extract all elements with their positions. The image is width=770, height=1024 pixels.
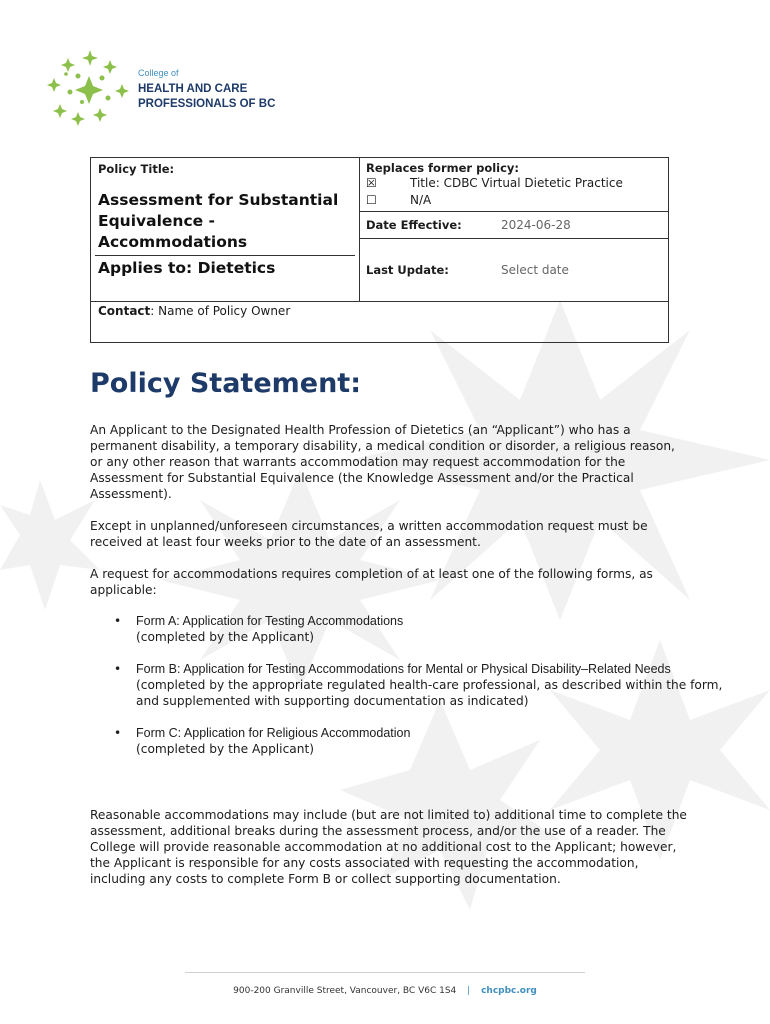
policy-title-label: Policy Title: xyxy=(98,162,175,176)
form-b-note: (completed by the appropriate regulated health-care professional, as described within the form, and supplemented with supporting documentation as indicated) xyxy=(136,678,723,708)
list-item xyxy=(136,725,736,757)
form-b-name: • Form B: Application for Testing Accommodations for Mental or Physical Disability–Related Needs xyxy=(136,662,671,676)
form-c-name: • Form C: Application for Religious Accommodation xyxy=(136,726,411,740)
replaces-option-na[interactable] xyxy=(366,192,662,209)
applies-to: Applies to: Dietetics xyxy=(98,259,276,277)
footer-divider xyxy=(185,972,585,973)
contact-value: : Name of Policy Owner xyxy=(150,304,291,318)
title-divider xyxy=(95,255,355,256)
footer-address: 900-200 Granville Street, Vancouver, BC V6C 1S4 xyxy=(233,986,457,996)
replaces-option-label: Title: CDBC Virtual Dietetic Practice xyxy=(410,176,623,190)
policy-title-value: Assessment for Substantial Equivalence - Accommodations xyxy=(98,191,339,251)
sparkle-cluster-icon xyxy=(44,46,134,132)
list-item xyxy=(136,661,736,709)
form-a-note: (completed by the Applicant) xyxy=(136,630,314,644)
logo-line-2: PROFESSIONALS OF BC xyxy=(138,98,276,110)
statement-paragraph-4: Reasonable accommodations may include (but are not limited to) additional time to complete the assessment, additional breaks during the assessment process, and/or the use of a reader. The College will provide reasonable accommodation at no additional cost to the Applicant; however, the Applicant is responsible for any costs associated with requesting the accommodation, including any costs to complete Form B or collect supporting documentation. xyxy=(90,808,687,886)
last-update-cell xyxy=(360,239,669,302)
statement-paragraph-1: An Applicant to the Designated Health Profession of Dietetics (an “Applicant”) who has a permanent disability, a temporary disability, a medical condition or disorder, a religious reason, or any other reason that warrants accommodation may request accommodation for the Assessment for Substantial Equivalence (the Knowledge Assessment and/or the Practical Assessment). xyxy=(90,423,675,501)
watermark-star xyxy=(0,480,100,610)
contact-label: Contact xyxy=(98,304,151,318)
policy-title-cell xyxy=(91,158,360,302)
form-c-note: (completed by the Applicant) xyxy=(136,742,314,756)
last-update-label: Last Update: xyxy=(366,263,449,277)
replaces-option-title[interactable] xyxy=(366,175,662,192)
footer-separator: | xyxy=(467,986,471,996)
date-effective-value[interactable]: 2024-06-28 xyxy=(501,218,571,232)
replaces-cell xyxy=(360,158,669,212)
statement-paragraph-2: Except in unplanned/unforeseen circumstances, a written accommodation request must be received at least four weeks prior to the date of an assessment. xyxy=(90,519,648,549)
page-footer xyxy=(0,986,770,996)
college-logo xyxy=(44,46,304,132)
unchecked-box-icon[interactable]: ☐ xyxy=(366,193,377,207)
date-effective-label: Date Effective: xyxy=(366,218,462,232)
last-update-date-picker[interactable]: Select date xyxy=(501,263,569,277)
footer-website-link[interactable]: chcpbc.org xyxy=(481,986,537,996)
replaces-label: Replaces former policy: xyxy=(366,161,520,175)
logo-line-1: HEALTH AND CARE xyxy=(138,83,248,95)
date-effective-cell xyxy=(360,212,669,239)
contact-cell xyxy=(91,302,669,343)
policy-header-table xyxy=(90,157,669,343)
logo-small-text: College of xyxy=(138,68,179,78)
checked-box-icon[interactable]: ☒ xyxy=(366,176,377,190)
policy-statement-heading: Policy Statement: xyxy=(90,368,362,399)
list-item xyxy=(136,613,736,645)
statement-paragraph-3: A request for accommodations requires completion of at least one of the following forms, as applicable: xyxy=(90,567,653,597)
forms-list xyxy=(90,613,736,773)
form-a-name: • Form A: Application for Testing Accommodations xyxy=(136,614,404,628)
replaces-option-label: N/A xyxy=(410,193,432,207)
